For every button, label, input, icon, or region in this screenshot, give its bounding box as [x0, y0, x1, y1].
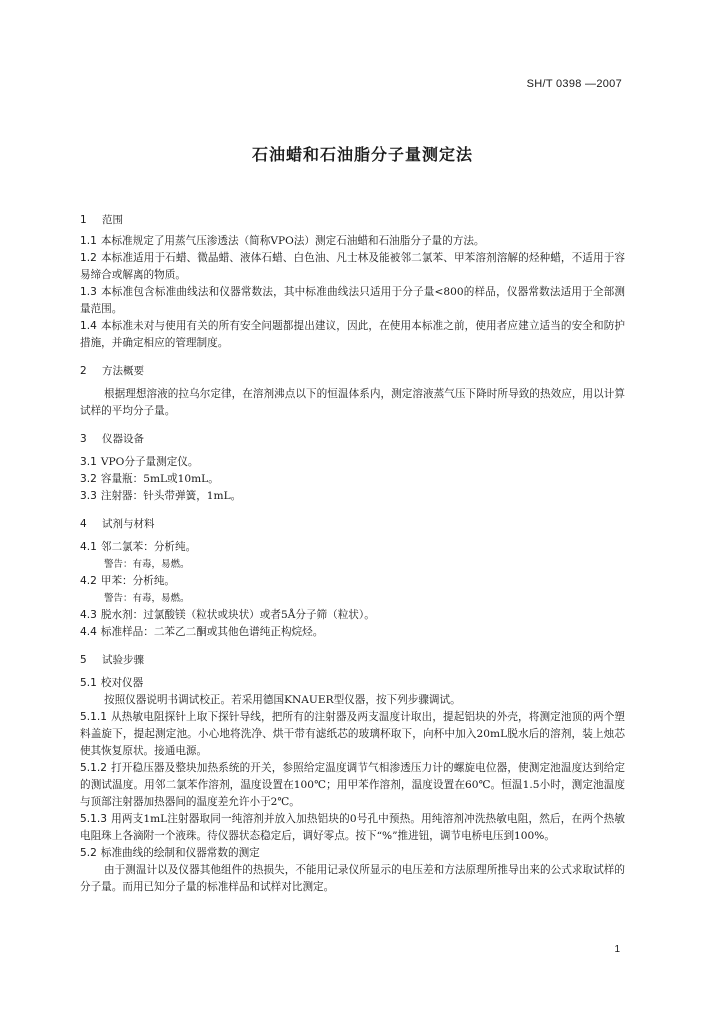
- clause-number: 5.1.3: [80, 813, 107, 825]
- clause-5-1-1: [80, 709, 625, 760]
- clause-number: 1.4: [80, 320, 97, 332]
- section-5-heading: [80, 652, 625, 669]
- clause-number: 5.1: [80, 677, 97, 689]
- section-title: 试剂与材料: [102, 518, 155, 530]
- section-title: 试验步骤: [102, 654, 144, 666]
- section-4-heading: [80, 516, 625, 533]
- clause-3-3: [80, 488, 625, 505]
- warning-note: 警告：有毒，易燃。: [104, 593, 190, 604]
- clause-4-3: [80, 607, 625, 624]
- section-title: 仪器设备: [102, 433, 144, 445]
- clause-text: 标准样品：二苯乙二酮或其他色谱纯正构烷烃。: [100, 626, 324, 638]
- clause-text: 本标准包含标准曲线法和仪器常数法，其中标准曲线法只适用于分子量<800的样品，仪器常数法适用于全部测量范围。: [80, 286, 625, 315]
- page-number: 1: [614, 944, 620, 955]
- clause-4-1: [80, 539, 625, 556]
- clause-number: 4.2: [80, 575, 97, 587]
- clause-text: VPO分子量测定仪。: [100, 456, 199, 468]
- clause-text: 本标准规定了用蒸气压渗透法（简称VPO法）测定石油蜡和石油脂分子量的方法。: [100, 235, 485, 247]
- clause-number: 5.1.2: [80, 762, 107, 774]
- clause-number: 3.1: [80, 456, 97, 468]
- clause-5-1: [80, 675, 625, 692]
- clause-number: 5.2: [80, 847, 97, 859]
- clause-text: 从热敏电阻探针上取下探针导线，把所有的注射器及两支温度计取出，提起铝块的外壳，将测定池顶的两个塑料盖旋下，提起测定池。小心地将洗净、烘干带有滤纸芯的玻璃杯取下，向杯中加入20mL脱水后的溶剂，装上烛芯使其恢复原状。接通电源。: [80, 711, 625, 757]
- clause-number: 1.3: [80, 286, 97, 298]
- section-number: 5: [80, 654, 87, 666]
- clause-text: 本标准未对与使用有关的所有安全问题都提出建议，因此，在使用本标准之前，使用者应建立适当的安全和防护措施，并确定相应的管理制度。: [80, 320, 625, 349]
- section-title: 范围: [102, 214, 123, 226]
- clause-text: 标准曲线的绘制和仪器常数的测定: [100, 847, 260, 859]
- clause-1-3: [80, 284, 625, 318]
- clause-5-2-body: 由于测温计以及仪器其他组件的热损失，不能用记录仪所显示的电压差和方法原理所推导出来的公式求取试样的分子量。而用已知分子量的标准样品和试样对比测定。: [80, 864, 625, 893]
- clause-number: 4.4: [80, 626, 97, 638]
- document-body: [80, 212, 625, 896]
- document-title: 石油蜡和石油脂分子量测定法: [251, 145, 473, 164]
- warning-note: 警告：有毒，易燃。: [104, 559, 190, 570]
- section-3-heading: [80, 431, 625, 448]
- section-number: 2: [80, 365, 87, 377]
- clause-text: 脱水剂：过氯酸镁（粒状或块状）或者5Å分子筛（粒状）。: [100, 609, 375, 621]
- clause-4-4: [80, 624, 625, 641]
- clause-number: 5.1.1: [80, 711, 107, 723]
- clause-number: 1.2: [80, 252, 97, 264]
- section-2-heading: [80, 363, 625, 380]
- clause-text: 容量瓶：5mL或10mL。: [100, 473, 219, 485]
- section-1-heading: [80, 212, 625, 229]
- clause-1-4: [80, 318, 625, 352]
- section-number: 4: [80, 518, 87, 530]
- clause-text: 用两支1mL注射器取同一纯溶剂并放入加热铝块的0号孔中预热。用纯溶剂冲洗热敏电阻，然后，在两个热敏电阻珠上各滴附一个液珠。待仪器状态稳定后，调好零点。按下“%”推进钮，调节电桥电压到100%。: [80, 813, 625, 842]
- clause-4-2: [80, 573, 625, 590]
- clause-3-2: [80, 471, 625, 488]
- clause-text: 校对仪器: [100, 677, 144, 689]
- clause-3-1: [80, 454, 625, 471]
- section-title: 方法概要: [102, 365, 144, 377]
- clause-5-1-3: [80, 811, 625, 845]
- clause-text: 邻二氯苯：分析纯。: [100, 541, 197, 553]
- clause-text: 注射器：针头带弹簧，1mL。: [100, 490, 242, 502]
- clause-1-1: [80, 233, 625, 250]
- clause-5-1-2: [80, 760, 625, 811]
- method-summary-paragraph: 根据理想溶液的拉乌尔定律，在溶剂沸点以下的恒温体系内，测定溶液蒸气压下降时所导致的热效应，用以计算试样的平均分子量。: [80, 388, 625, 417]
- section-number: 3: [80, 433, 87, 445]
- standard-code: SH/T 0398 —2007: [526, 78, 622, 90]
- clause-number: 4.1: [80, 541, 97, 553]
- section-number: 1: [80, 214, 87, 226]
- clause-number: 1.1: [80, 235, 97, 247]
- clause-number: 3.3: [80, 490, 97, 502]
- clause-text: 本标准适用于石蜡、微晶蜡、液体石蜡、白色油、凡士林及能被邻二氯苯、甲苯溶剂溶解的烃种蜡，不适用于容易缔合或解离的物质。: [80, 252, 625, 281]
- clause-number: 4.3: [80, 609, 97, 621]
- clause-5-1-body: 按照仪器说明书调试校正。若采用德国KNAUER型仪器，按下列步骤调试。: [104, 694, 461, 706]
- clause-1-2: [80, 250, 625, 284]
- clause-text: 甲苯：分析纯。: [100, 575, 176, 587]
- clause-number: 3.2: [80, 473, 97, 485]
- clause-5-2: [80, 845, 625, 862]
- clause-text: 打开稳压器及整块加热系统的开关，参照给定温度调节气相渗透压力计的螺旋电位器，使测定池温度达到给定的测试温度。用邻二氯苯作溶剂，温度设置在100℃；用甲苯作溶剂，温度设置在60℃。恒温1.5小时，测定池温度与顶部注射器加热器间的温度差允许小于2℃。: [80, 762, 625, 808]
